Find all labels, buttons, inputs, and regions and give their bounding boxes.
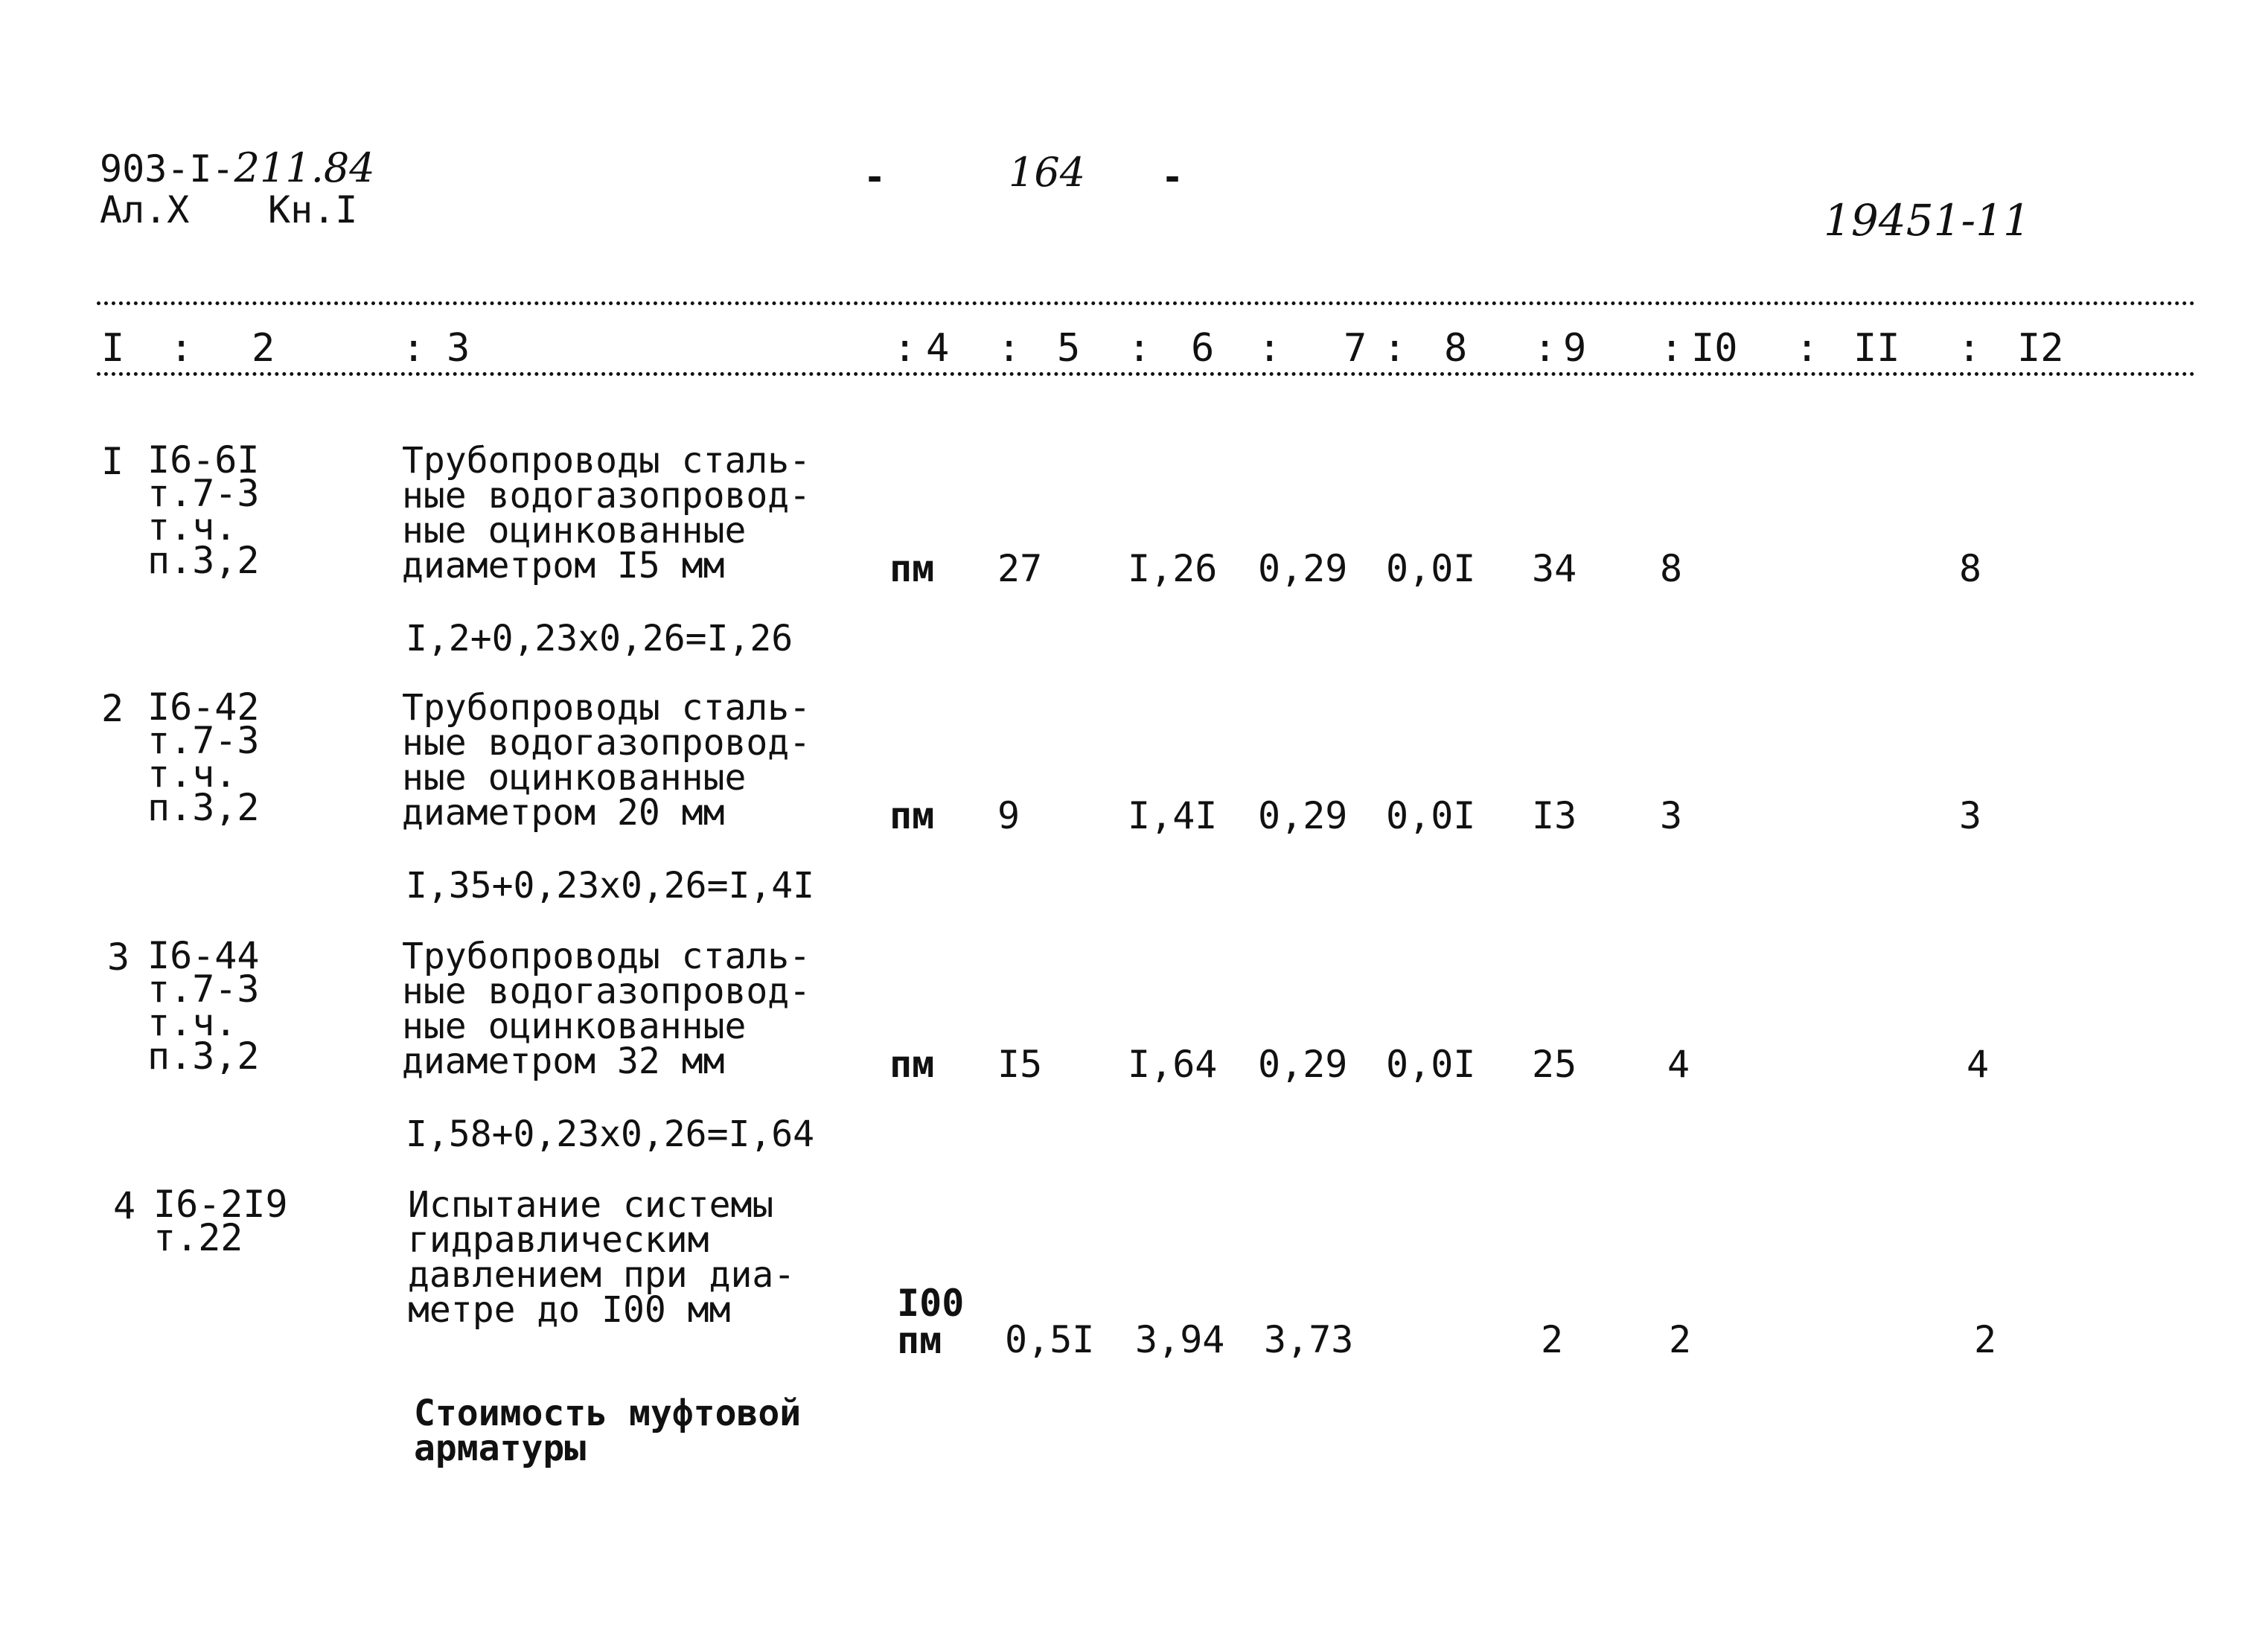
- col-3-sep: :: [402, 326, 426, 371]
- description-line: диаметром 32 мм: [402, 1041, 725, 1082]
- footer-note-line: Стоимость муфтовой: [414, 1393, 802, 1434]
- norm-code-line: т.ч.: [147, 752, 237, 796]
- footer-note-line: арматуры: [414, 1428, 587, 1469]
- description-line: диаметром 20 мм: [402, 792, 725, 834]
- description-line: гидравлическим: [408, 1219, 709, 1261]
- col-7-label: 7: [1344, 326, 1367, 371]
- description-line: диаметром I5 мм: [402, 545, 725, 586]
- description-line: ные оцинкованные: [402, 757, 747, 799]
- value-col-7: 0,29: [1258, 1043, 1348, 1086]
- unit: пм: [889, 547, 935, 590]
- norm-code: [147, 934, 260, 1078]
- top-rule: [97, 301, 2196, 305]
- description-line: ные водогазопровод-: [402, 475, 811, 517]
- document-code: [100, 144, 375, 191]
- work-description: [402, 936, 811, 1082]
- norm-code-line: п.3,2: [147, 786, 260, 829]
- value-col-9: 25: [1532, 1043, 1577, 1086]
- description-line: Испытание системы: [408, 1184, 774, 1226]
- work-description: [402, 687, 811, 834]
- col-3-label: 3: [447, 326, 470, 371]
- col-12-sep: :: [1958, 326, 1981, 371]
- col-9-label: 9: [1563, 326, 1587, 371]
- value-col-12: 3: [1959, 794, 1982, 837]
- value-col-8: 0,0I: [1386, 1043, 1476, 1086]
- norm-code: [147, 685, 260, 829]
- description-line: Трубопроводы сталь-: [402, 936, 811, 977]
- value-col-8: 0,0I: [1386, 794, 1476, 837]
- quantity: 9: [997, 794, 1020, 837]
- page-dash-right: -: [1161, 156, 1184, 199]
- value-col-8: 0,0I: [1386, 547, 1476, 590]
- value-col-10: 2: [1669, 1318, 1692, 1361]
- col-6-sep: :: [1128, 326, 1151, 371]
- value-col-6: 3,94: [1135, 1318, 1225, 1361]
- value-col-9: 2: [1541, 1318, 1564, 1361]
- norm-code-line: т.ч.: [147, 1001, 237, 1044]
- col-2-label: 2: [252, 326, 275, 371]
- value-col-7: 3,73: [1264, 1318, 1354, 1361]
- col-2-sep: :: [170, 326, 194, 371]
- value-col-7: 0,29: [1258, 547, 1348, 590]
- value-col-6: I,4I: [1128, 794, 1218, 837]
- col-10-label: I0: [1691, 326, 1738, 371]
- value-col-10: 8: [1660, 547, 1683, 590]
- row-number: 2: [101, 687, 124, 730]
- unit-line: пм: [897, 1319, 942, 1362]
- col-10-sep: :: [1660, 326, 1684, 371]
- col-11-label: II: [1853, 326, 1900, 371]
- work-description: [402, 440, 811, 586]
- col-6-label: 6: [1191, 326, 1215, 371]
- value-col-9: 34: [1532, 547, 1577, 590]
- description-line: Трубопроводы сталь-: [402, 440, 811, 482]
- calculation-formula: I,2+0,23x0,26=I,26: [406, 618, 793, 659]
- unit: пм: [889, 794, 935, 837]
- col-5-label: 5: [1057, 326, 1081, 371]
- col-12-label: I2: [2017, 326, 2064, 371]
- description-line: давлением при диа-: [408, 1254, 796, 1296]
- norm-code-line: т.7-3: [147, 719, 260, 762]
- norm-code-line: I6-2I9: [153, 1183, 288, 1226]
- row-number: 3: [107, 936, 130, 979]
- norm-code: [153, 1183, 288, 1259]
- norm-code-line: т.7-3: [147, 968, 260, 1011]
- calculation-formula: I,58+0,23x0,26=I,64: [406, 1113, 815, 1155]
- description-line: метре до I00 мм: [408, 1289, 731, 1331]
- norm-code-line: I6-6I: [147, 438, 260, 482]
- col-9-sep: :: [1533, 326, 1557, 371]
- norm-code: [147, 438, 260, 582]
- value-col-10: 4: [1667, 1043, 1690, 1086]
- album-label: Ал.X: [100, 188, 190, 231]
- work-description: [408, 1184, 796, 1331]
- quantity: I5: [997, 1043, 1043, 1086]
- norm-code-line: п.3,2: [147, 539, 260, 582]
- value-col-12: 4: [1967, 1043, 1990, 1086]
- norm-code-line: т.ч.: [147, 505, 237, 549]
- footer-note: [414, 1393, 802, 1469]
- norm-code-line: I6-42: [147, 685, 260, 729]
- book-label: Кн.I: [268, 188, 358, 231]
- norm-code-line: п.3,2: [147, 1035, 260, 1078]
- row-number: I: [101, 440, 124, 483]
- col-8-sep: :: [1383, 326, 1407, 371]
- value-col-6: I,26: [1128, 547, 1218, 590]
- quantity: 27: [997, 547, 1043, 590]
- description-line: ные водогазопровод-: [402, 722, 811, 764]
- col-5-sep: :: [997, 326, 1021, 371]
- value-col-12: 8: [1959, 547, 1982, 590]
- col-4-label: 4: [926, 326, 950, 371]
- col-11-sep: :: [1795, 326, 1819, 371]
- norm-code-line: т.7-3: [147, 472, 260, 515]
- value-col-6: I,64: [1128, 1043, 1218, 1086]
- unit: [897, 1282, 965, 1362]
- value-col-12: 2: [1974, 1318, 1997, 1361]
- col-4-sep: :: [893, 326, 917, 371]
- norm-code-line: т.22: [153, 1216, 243, 1259]
- document-code-handwritten: 211.84: [234, 144, 375, 191]
- row-number: 4: [113, 1184, 136, 1227]
- value-col-10: 3: [1660, 794, 1683, 837]
- quantity: 0,5I: [1005, 1318, 1095, 1361]
- norm-code-line: I6-44: [147, 934, 260, 977]
- header-underline-rule: [97, 372, 2196, 376]
- value-col-9: I3: [1532, 794, 1577, 837]
- col-1-label: I: [101, 326, 125, 371]
- description-line: ные оцинкованные: [402, 1006, 747, 1047]
- document-code-printed: 903-I-: [100, 147, 234, 191]
- unit-line: I00: [897, 1282, 965, 1325]
- description-line: ные оцинкованные: [402, 510, 747, 552]
- unit: пм: [889, 1043, 935, 1086]
- col-7-sep: :: [1258, 326, 1282, 371]
- page-dash-left: -: [863, 156, 887, 199]
- archive-number: 19451-11: [1824, 195, 2031, 246]
- page-number: 164: [1009, 149, 1086, 196]
- value-col-7: 0,29: [1258, 794, 1348, 837]
- col-8-label: 8: [1444, 326, 1468, 371]
- calculation-formula: I,35+0,23x0,26=I,4I: [406, 865, 815, 907]
- description-line: ные водогазопровод-: [402, 971, 811, 1012]
- description-line: Трубопроводы сталь-: [402, 687, 811, 729]
